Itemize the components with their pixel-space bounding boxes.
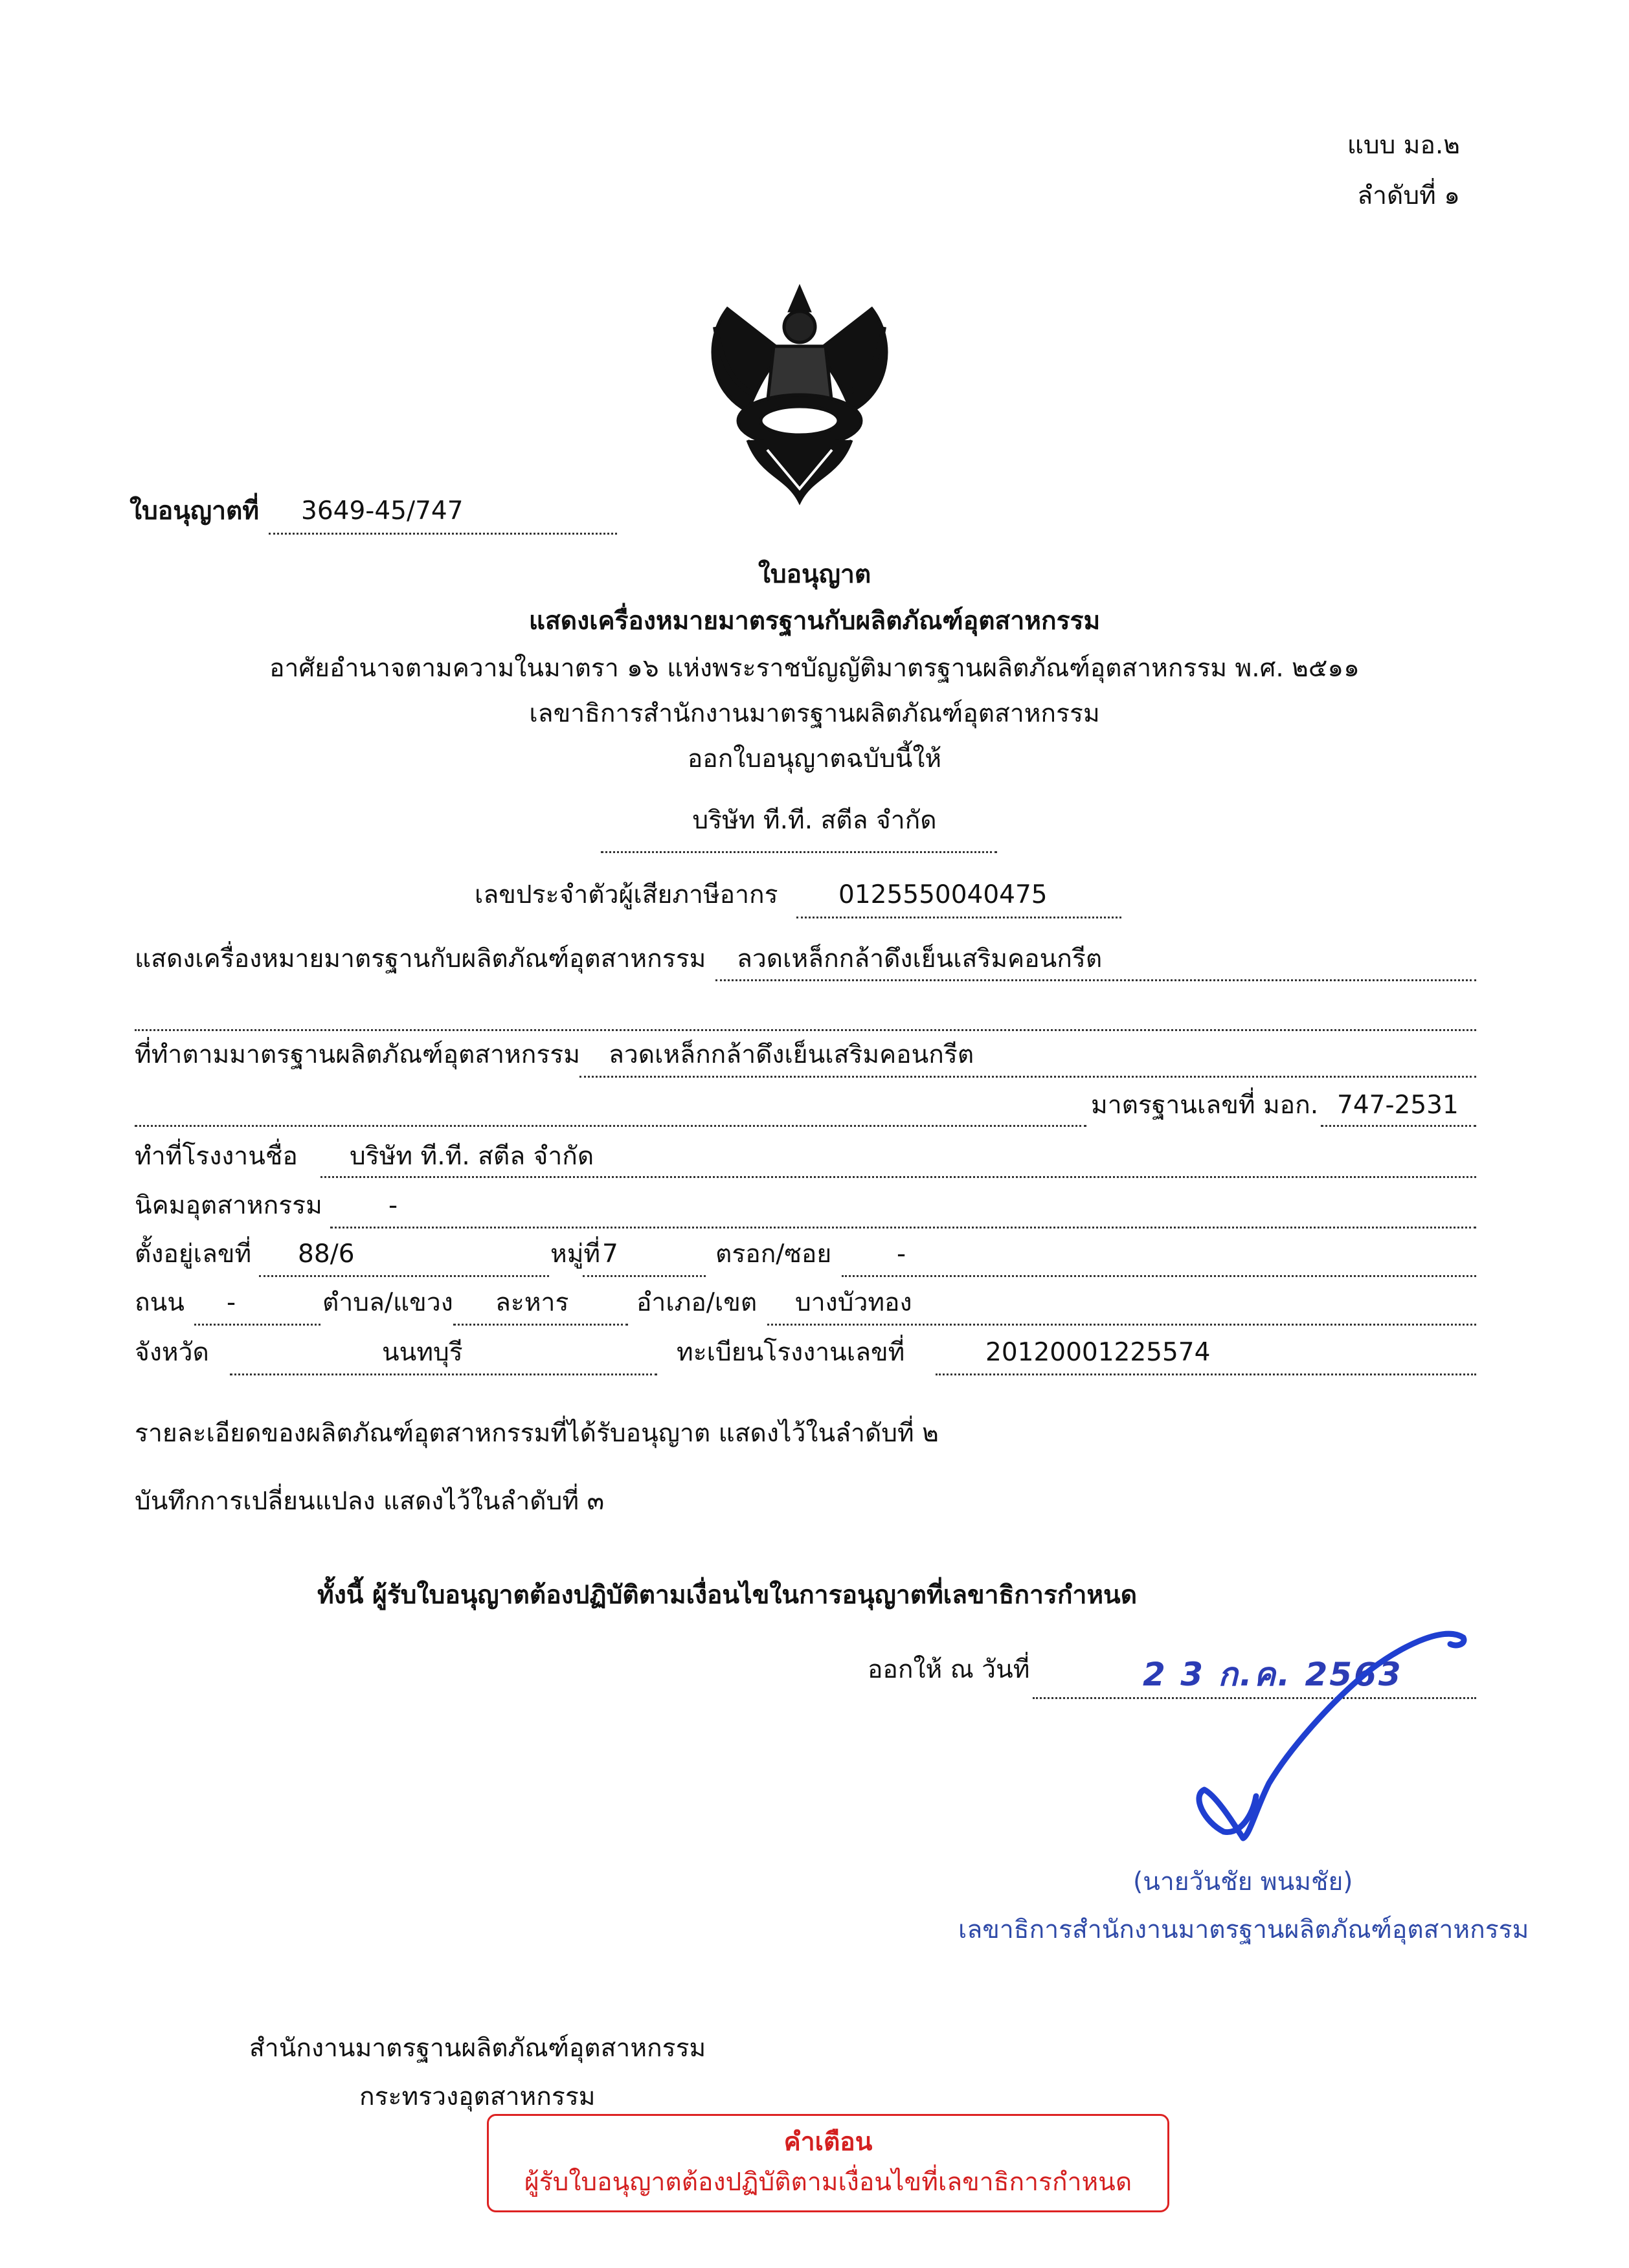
district-line	[767, 1324, 1476, 1326]
mark-label: แสดงเครื่องหมายมาตรฐานกับผลิตภัณฑ์อุตสาหกรรม	[135, 944, 706, 973]
district-value: บางบัวทอง	[795, 1288, 912, 1317]
estate-label: นิคมอุตสาหกรรม	[135, 1191, 322, 1220]
subdistrict-label: ตำบล/แขวง	[322, 1288, 453, 1317]
form-code: แบบ มอ.๒	[1347, 131, 1460, 160]
company-name-line	[601, 851, 997, 853]
license-no-value: 3649-45/747	[301, 496, 464, 526]
company-name: บริษัท ที.ที. สตีล จำกัด	[692, 806, 937, 835]
road-line	[194, 1324, 320, 1326]
address-no-line	[259, 1275, 549, 1277]
warning-text: ผู้รับใบอนุญาตต้องปฏิบัติตามเงื่อนไขที่เลขาธิการกำหนด	[524, 2168, 1132, 2197]
factory-name: บริษัท ที.ที. สตีล จำกัด	[350, 1142, 594, 1171]
factory-reg-value: 20120001225574	[985, 1338, 1211, 1367]
subdistrict-line	[453, 1324, 628, 1326]
issued-date-stamp: 2 3 ก.ค. 2563	[1143, 1656, 1403, 1693]
province-line	[230, 1373, 657, 1375]
moo-value: 7	[602, 1240, 618, 1269]
subdistrict-value: ละหาร	[495, 1288, 569, 1317]
condition-line: ทั้งนี้ ผู้รับใบอนุญาตต้องปฏิบัติตามเงื่อนไขในการอนุญาตที่เลขาธิการกำหนด	[317, 1581, 1138, 1610]
issuer-line: เลขาธิการสำนักงานมาตรฐานผลิตภัณฑ์อุตสาหกรรม	[529, 699, 1100, 728]
soi-label: ตรอก/ซอย	[715, 1240, 832, 1269]
license-no-line	[269, 533, 617, 535]
signature-icon	[1178, 1621, 1476, 1854]
conform-label: ที่ทำตามมาตรฐานผลิตภัณฑ์อุตสาหกรรม	[135, 1040, 580, 1069]
address-no-value: 88/6	[298, 1240, 355, 1269]
conform-line-2	[135, 1125, 1086, 1127]
factory-label: ทำที่โรงงานชื่อ	[135, 1142, 298, 1171]
province-label: จังหวัด	[135, 1338, 209, 1367]
issue-to-line: ออกใบอนุญาตฉบับนี้ให้	[687, 744, 942, 773]
factory-reg-label: ทะเบียนโรงงานเลขที่	[677, 1338, 905, 1367]
soi-line	[842, 1275, 1476, 1277]
moo-line	[583, 1275, 706, 1277]
estate-value: -	[388, 1191, 398, 1220]
standard-no-value: 747-2531	[1337, 1091, 1459, 1120]
factory-line	[320, 1176, 1476, 1178]
sequence-number: ลำดับที่ ๑	[1357, 181, 1460, 210]
moo-label: หมู่ที่	[550, 1240, 601, 1269]
standard-no-label: มาตรฐานเลขที่ มอก.	[1091, 1091, 1319, 1120]
factory-reg-line	[936, 1373, 1476, 1375]
office-name: สำนักงานมาตรฐานผลิตภัณฑ์อุตสาหกรรม	[249, 2034, 706, 2063]
standard-no-line	[1321, 1125, 1476, 1127]
mark-product: ลวดเหล็กกล้าดึงเย็นเสริมคอนกรีต	[737, 944, 1103, 973]
conform-line	[579, 1076, 1476, 1078]
ministry-name: กระทรวงอุตสาหกรรม	[359, 2082, 596, 2111]
mark-line-2	[135, 1029, 1476, 1031]
change-line: บันทึกการเปลี่ยนแปลง แสดงไว้ในลำดับที่ ๓	[135, 1487, 605, 1516]
district-label: อำเภอ/เขต	[636, 1288, 758, 1317]
tax-id-line	[796, 917, 1121, 918]
signer-title: เลขาธิการสำนักงานมาตรฐานผลิตภัณฑ์อุตสาหกรรม	[958, 1915, 1529, 1944]
signer-name: (นายวันชัย พนมชัย)	[1133, 1867, 1353, 1896]
garuda-emblem-icon	[690, 282, 910, 508]
detail-line: รายละเอียดของผลิตภัณฑ์อุตสาหกรรมที่ได้รับอนุญาต แสดงไว้ในลำดับที่ ๒	[135, 1419, 939, 1448]
document-title: ใบอนุญาต	[758, 560, 871, 589]
authority-line: อาศัยอำนาจตามความในมาตรา ๑๖ แห่งพระราชบัญญัติมาตรฐานผลิตภัณฑ์อุตสาหกรรม พ.ศ. ๒๕๑๑	[269, 654, 1360, 683]
tax-id-value: 0125550040475	[838, 880, 1048, 909]
estate-line	[330, 1227, 1476, 1228]
province-value: นนทบุรี	[382, 1338, 463, 1367]
road-value: -	[227, 1288, 236, 1317]
issued-date-label: ออกให้ ณ วันที่	[868, 1655, 1030, 1684]
address-no-label: ตั้งอยู่เลขที่	[135, 1240, 252, 1269]
warning-title: คำเตือน	[783, 2128, 873, 2157]
road-label: ถนน	[135, 1288, 185, 1317]
mark-line	[715, 979, 1476, 981]
soi-value: -	[897, 1240, 906, 1269]
license-no-label: ใบอนุญาตที่	[129, 496, 260, 526]
conform-product: ลวดเหล็กกล้าดึงเย็นเสริมคอนกรีต	[609, 1040, 974, 1069]
document-subtitle: แสดงเครื่องหมายมาตรฐานกับผลิตภัณฑ์อุตสาหกรรม	[528, 606, 1101, 636]
tax-id-label: เลขประจำตัวผู้เสียภาษีอากร	[475, 880, 778, 909]
